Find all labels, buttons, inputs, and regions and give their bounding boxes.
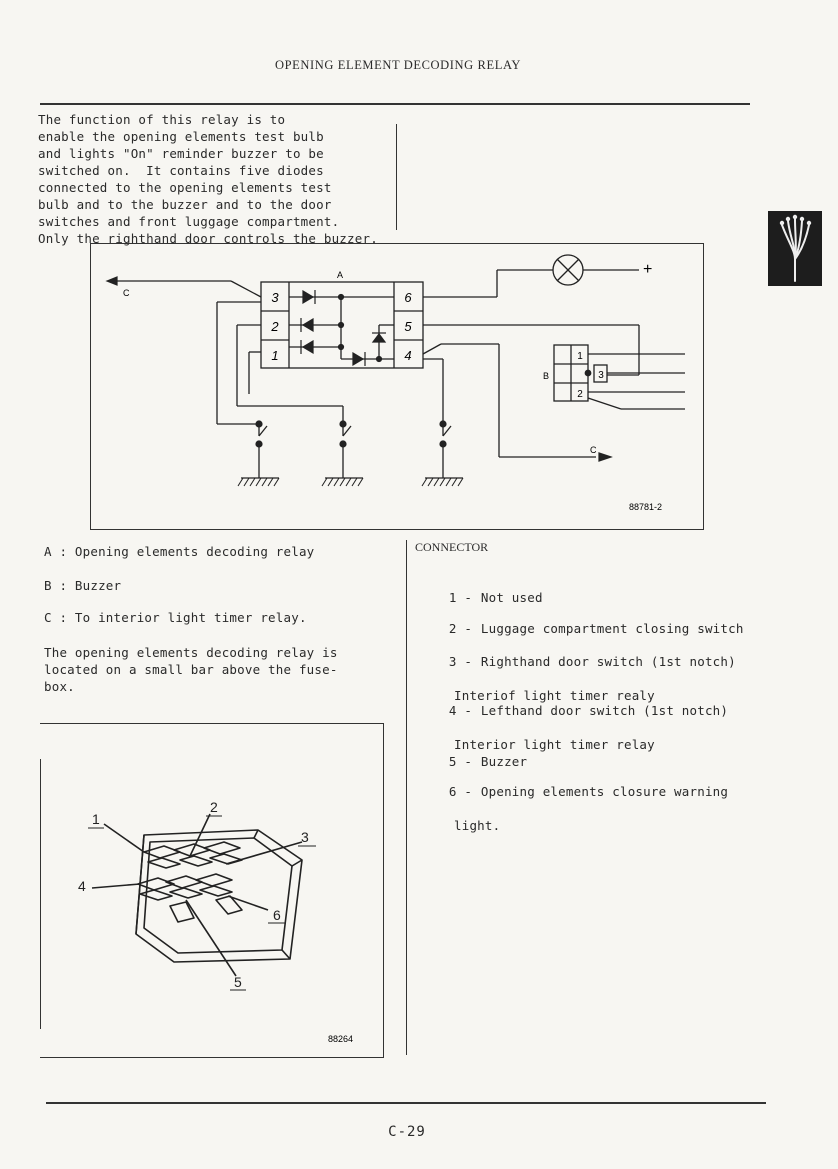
connector-item-sub: light. bbox=[454, 818, 501, 833]
intro-paragraph bbox=[38, 111, 378, 247]
connector-item: 3 - Righthand door switch (1st notch) Interiof light timer realy bbox=[418, 636, 736, 738]
buzzer-pin: 1 bbox=[577, 351, 583, 362]
connector-heading: CONNECTOR bbox=[415, 540, 489, 554]
schematic-ref: 88781-2 bbox=[629, 502, 663, 512]
callout-6: 6 bbox=[273, 907, 281, 923]
label-c-left: C bbox=[123, 288, 130, 298]
connector-item-sub: Interiof light timer realy bbox=[454, 688, 655, 703]
page-number: C-29 bbox=[388, 1124, 426, 1140]
intro-line: The function of this relay is to bbox=[38, 112, 286, 127]
intro-line: and lights "On" reminder buzzer to be bbox=[38, 146, 324, 161]
intro-line: bulb and to the buzzer and to the door bbox=[38, 197, 332, 212]
relay-pin: 4 bbox=[404, 348, 412, 363]
legend bbox=[44, 543, 338, 695]
column-divider bbox=[406, 540, 407, 1055]
legend-b: B : Buzzer bbox=[44, 578, 122, 593]
plus-symbol: + bbox=[643, 261, 653, 278]
buzzer-pin: 3 bbox=[598, 370, 604, 381]
location-line: The opening elements decoding relay is bbox=[44, 645, 338, 660]
drawing-ref: 88264 bbox=[328, 1034, 354, 1044]
callout-3: 3 bbox=[301, 829, 309, 845]
callout-1: 1 bbox=[92, 811, 100, 827]
relay-pin: 5 bbox=[404, 319, 412, 334]
footer-rule bbox=[46, 1102, 766, 1104]
header-rule bbox=[40, 103, 750, 105]
connector-item: 1 - Not used bbox=[448, 590, 543, 605]
schematic-svg bbox=[91, 244, 705, 531]
callout-4: 4 bbox=[78, 878, 86, 894]
location-line: located on a small bar above the fuse- bbox=[44, 662, 338, 677]
wiring-schematic bbox=[90, 243, 704, 530]
legend-a: A : Opening elements decoding relay bbox=[44, 544, 315, 559]
callout-5: 5 bbox=[234, 974, 242, 990]
thumb-tab bbox=[768, 211, 822, 286]
connector-item: 6 - Opening elements closure warning light. bbox=[418, 766, 728, 868]
connector-list bbox=[418, 572, 748, 833]
label-c-right: C bbox=[590, 445, 597, 455]
buzzer-pin: 2 bbox=[577, 389, 583, 400]
connector-item: 2 - Luggage compartment closing switch bbox=[448, 621, 744, 636]
intro-line: enable the opening elements test bulb bbox=[38, 129, 324, 144]
location-note bbox=[44, 644, 338, 695]
connector-item-sub: Interior light timer relay bbox=[454, 737, 655, 752]
relay-pin: 6 bbox=[404, 290, 412, 305]
connector-item: 4 - Lefthand door switch (1st notch) Interior light timer relay bbox=[418, 685, 728, 787]
relay-pin: 1 bbox=[271, 348, 279, 363]
label-a: A bbox=[336, 270, 344, 280]
wiring-harness-icon bbox=[768, 211, 822, 286]
intro-line: connected to the opening elements test bbox=[38, 180, 332, 195]
intro-divider bbox=[396, 124, 397, 230]
intro-line: switches and front luggage compartment. bbox=[38, 214, 340, 229]
connector-svg bbox=[40, 724, 383, 1057]
location-line: box. bbox=[44, 679, 75, 694]
relay-pin: 3 bbox=[271, 290, 279, 305]
legend-c: C : To interior light timer relay. bbox=[44, 610, 307, 625]
intro-line: Only the righthand door controls the buzzer. bbox=[38, 231, 378, 246]
connector-drawing bbox=[40, 723, 384, 1058]
page-title: OPENING ELEMENT DECODING RELAY bbox=[274, 58, 522, 72]
connector-item: 5 - Buzzer bbox=[448, 754, 528, 769]
relay-pin: 2 bbox=[271, 319, 279, 334]
intro-line: switched on. It contains five diodes bbox=[38, 163, 324, 178]
label-b: B bbox=[543, 371, 550, 381]
callout-2: 2 bbox=[210, 799, 218, 815]
